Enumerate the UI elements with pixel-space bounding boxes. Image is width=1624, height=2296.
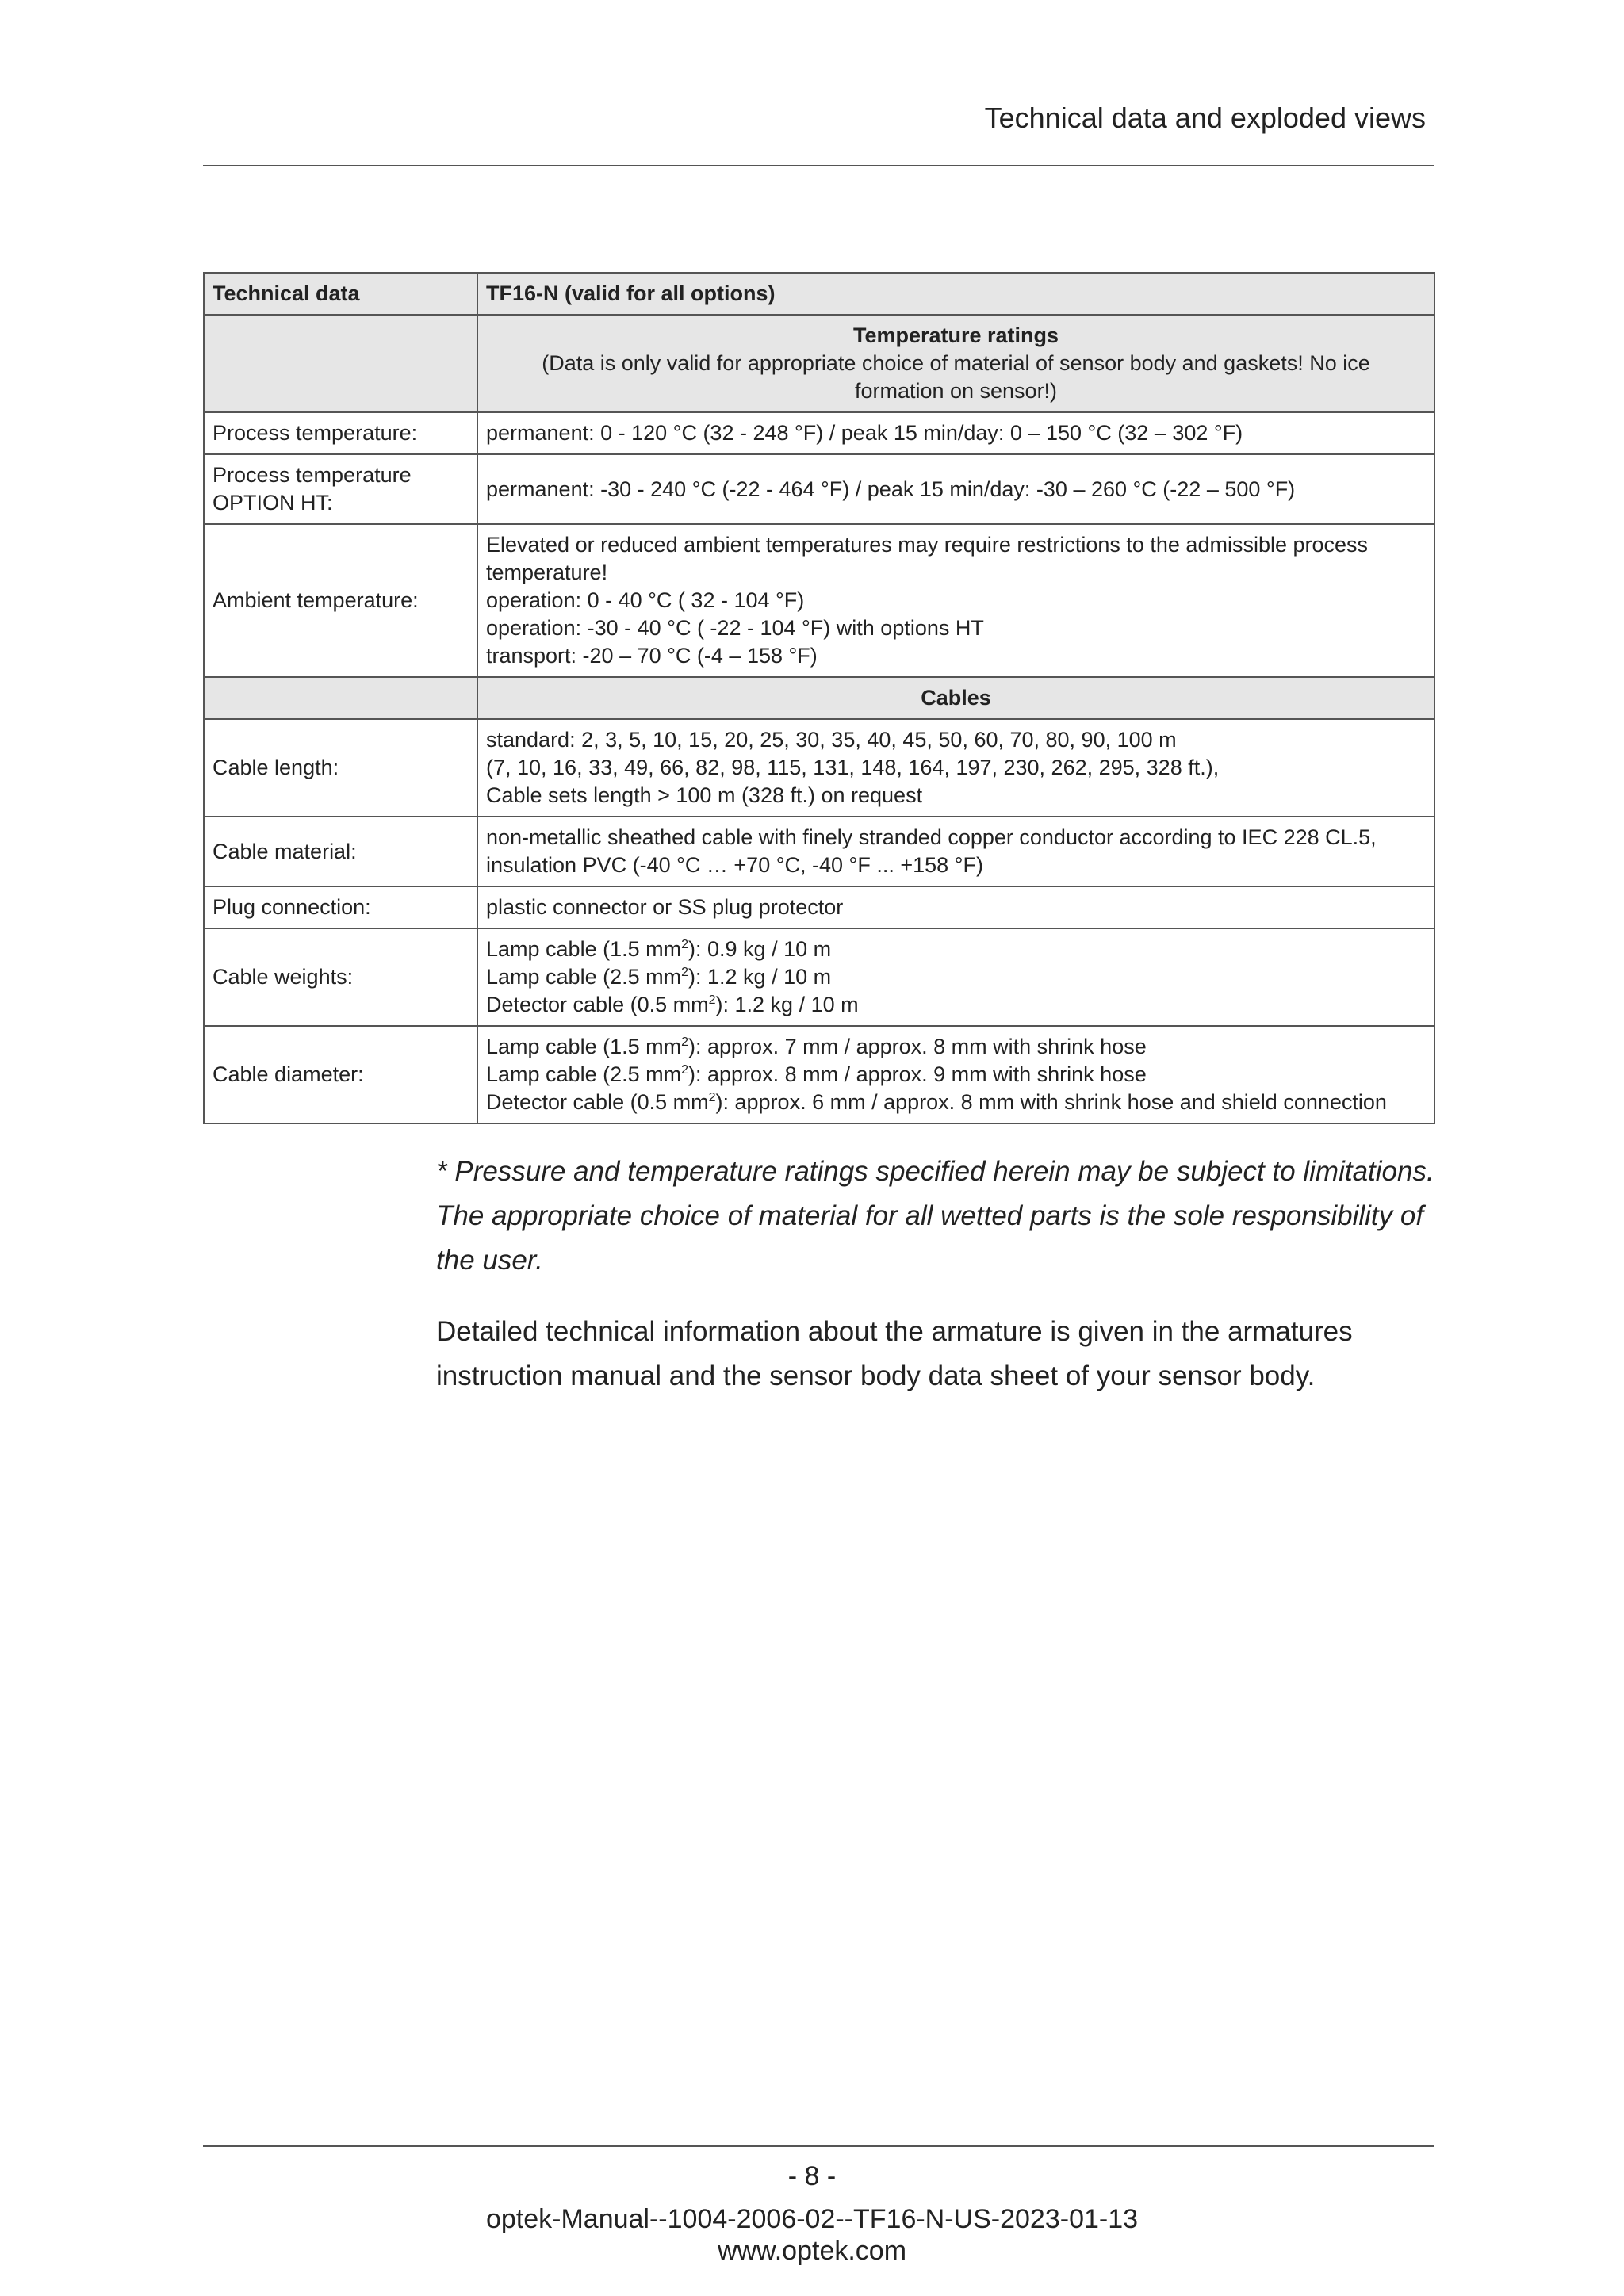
limitations-note — [436, 1150, 1443, 1283]
website-link[interactable]: www.optek.com — [717, 2236, 907, 2266]
page-number: - 8 - — [787, 2161, 837, 2191]
document-id: optek-Manual--1004-2006-02--TF16-N-US-2023-01-13 — [485, 2204, 1139, 2234]
table-row — [204, 454, 1434, 524]
line-text: ): 1.2 kg / 10 m — [688, 965, 832, 989]
line-text: ): approx. 8 mm / approx. 9 mm with shrink hose — [688, 1062, 1147, 1086]
temperature-section-note-line: (Data is only valid for appropriate choice of material of sensor body and gaskets! No ice — [542, 351, 1370, 375]
temperature-section-cell — [477, 315, 1434, 412]
row-value-line: temperature! — [486, 561, 608, 584]
note-line: * Pressure and temperature ratings specified herein may be subject to limitations. — [436, 1156, 1434, 1187]
superscript: 2 — [708, 1091, 716, 1104]
table-row — [204, 719, 1434, 817]
line-text: Lamp cable (2.5 mm — [486, 965, 682, 989]
line-text: ): 0.9 kg / 10 m — [688, 937, 832, 961]
line-text: Detector cable (0.5 mm — [486, 1090, 709, 1114]
row-label: Cable material: — [204, 817, 477, 886]
row-label: Cable diameter: — [204, 1026, 477, 1123]
note-line: the user. — [436, 1245, 543, 1276]
table-header-col1: Technical data — [204, 273, 477, 315]
table-row — [204, 817, 1434, 886]
superscript: 2 — [708, 993, 716, 1007]
temperature-section-note-line: formation on sensor!) — [854, 379, 1058, 403]
temperature-section-row — [204, 315, 1434, 412]
cables-section-title: Cables — [477, 677, 1434, 719]
row-value-line: Elevated or reduced ambient temperatures may require restrictions to the admissible process — [486, 533, 1369, 557]
row-label — [204, 454, 477, 524]
row-value-line — [486, 936, 1426, 963]
row-value: permanent: -30 - 240 °C (-22 - 464 °F) / peak 15 min/day: -30 – 260 °C (-22 – 500 °F) — [477, 454, 1434, 524]
table-row — [204, 1026, 1434, 1123]
line-text: Lamp cable (1.5 mm — [486, 1035, 682, 1058]
row-value-line — [486, 991, 1426, 1019]
row-value — [477, 524, 1434, 677]
row-value-line: insulation PVC (-40 °C … +70 °C, -40 °F ... +158 °F) — [486, 853, 983, 877]
info-paragraph — [436, 1310, 1411, 1399]
row-label: Cable weights: — [204, 928, 477, 1026]
row-label-line: OPTION HT: — [213, 491, 333, 515]
line-text: Lamp cable (2.5 mm — [486, 1062, 682, 1086]
table-header-row — [204, 273, 1434, 315]
section-empty-cell — [204, 315, 477, 412]
row-value-line — [486, 1033, 1426, 1061]
row-value — [477, 719, 1434, 817]
row-value — [477, 1026, 1434, 1123]
row-label-line: Process temperature — [213, 463, 412, 487]
section-empty-cell — [204, 677, 477, 719]
row-value — [477, 928, 1434, 1026]
superscript: 2 — [681, 1063, 689, 1077]
row-label: Process temperature: — [204, 412, 477, 454]
row-value-line — [486, 1061, 1426, 1089]
row-value: plastic connector or SS plug protector — [477, 886, 1434, 928]
header-rule — [203, 165, 1434, 166]
line-text: Detector cable (0.5 mm — [486, 993, 709, 1016]
table-row — [204, 524, 1434, 677]
superscript: 2 — [681, 938, 689, 951]
row-value-line: operation: -30 - 40 °C ( -22 - 104 °F) with options HT — [486, 616, 984, 640]
technical-data-table — [203, 272, 1435, 1124]
row-value-line: non-metallic sheathed cable with finely stranded copper conductor according to IEC 228 CL.5, — [486, 825, 1377, 849]
page-header-title: Technical data and exploded views — [984, 101, 1426, 134]
row-value-line: (7, 10, 16, 33, 49, 66, 82, 98, 115, 131, 148, 164, 197, 230, 262, 295, 328 ft.), — [486, 756, 1220, 779]
row-value-line: operation: 0 - 40 °C ( 32 - 104 °F) — [486, 588, 805, 612]
table-row — [204, 412, 1434, 454]
row-value-line — [486, 1089, 1426, 1116]
superscript: 2 — [681, 1035, 689, 1049]
table-row — [204, 886, 1434, 928]
line-text: ): approx. 6 mm / approx. 8 mm with shrink hose and shield connection — [715, 1090, 1387, 1114]
line-text: Lamp cable (1.5 mm — [486, 937, 682, 961]
row-value — [477, 817, 1434, 886]
row-label: Ambient temperature: — [204, 524, 477, 677]
row-value-line: transport: -20 – 70 °C (-4 – 158 °F) — [486, 644, 818, 668]
paragraph-line: instruction manual and the sensor body data sheet of your sensor body. — [436, 1360, 1316, 1391]
table-header-col2: TF16-N (valid for all options) — [477, 273, 1434, 315]
note-line: The appropriate choice of material for all wetted parts is the sole responsibility of — [436, 1200, 1424, 1231]
line-text: ): 1.2 kg / 10 m — [715, 993, 859, 1016]
row-value: permanent: 0 - 120 °C (32 - 248 °F) / peak 15 min/day: 0 – 150 °C (32 – 302 °F) — [477, 412, 1434, 454]
paragraph-line: Detailed technical information about the armature is given in the armatures — [436, 1316, 1353, 1347]
row-label: Cable length: — [204, 719, 477, 817]
table-row — [204, 928, 1434, 1026]
cables-section-row — [204, 677, 1434, 719]
row-value-line — [486, 963, 1426, 991]
footer-rule — [203, 2145, 1434, 2147]
row-value-line: standard: 2, 3, 5, 10, 15, 20, 25, 30, 35, 40, 45, 50, 60, 70, 80, 90, 100 m — [486, 728, 1177, 752]
superscript: 2 — [681, 966, 689, 979]
line-text: ): approx. 7 mm / approx. 8 mm with shrink hose — [688, 1035, 1147, 1058]
row-value-line: Cable sets length > 100 m (328 ft.) on request — [486, 783, 923, 807]
row-label: Plug connection: — [204, 886, 477, 928]
temperature-section-title: Temperature ratings — [852, 323, 1059, 347]
